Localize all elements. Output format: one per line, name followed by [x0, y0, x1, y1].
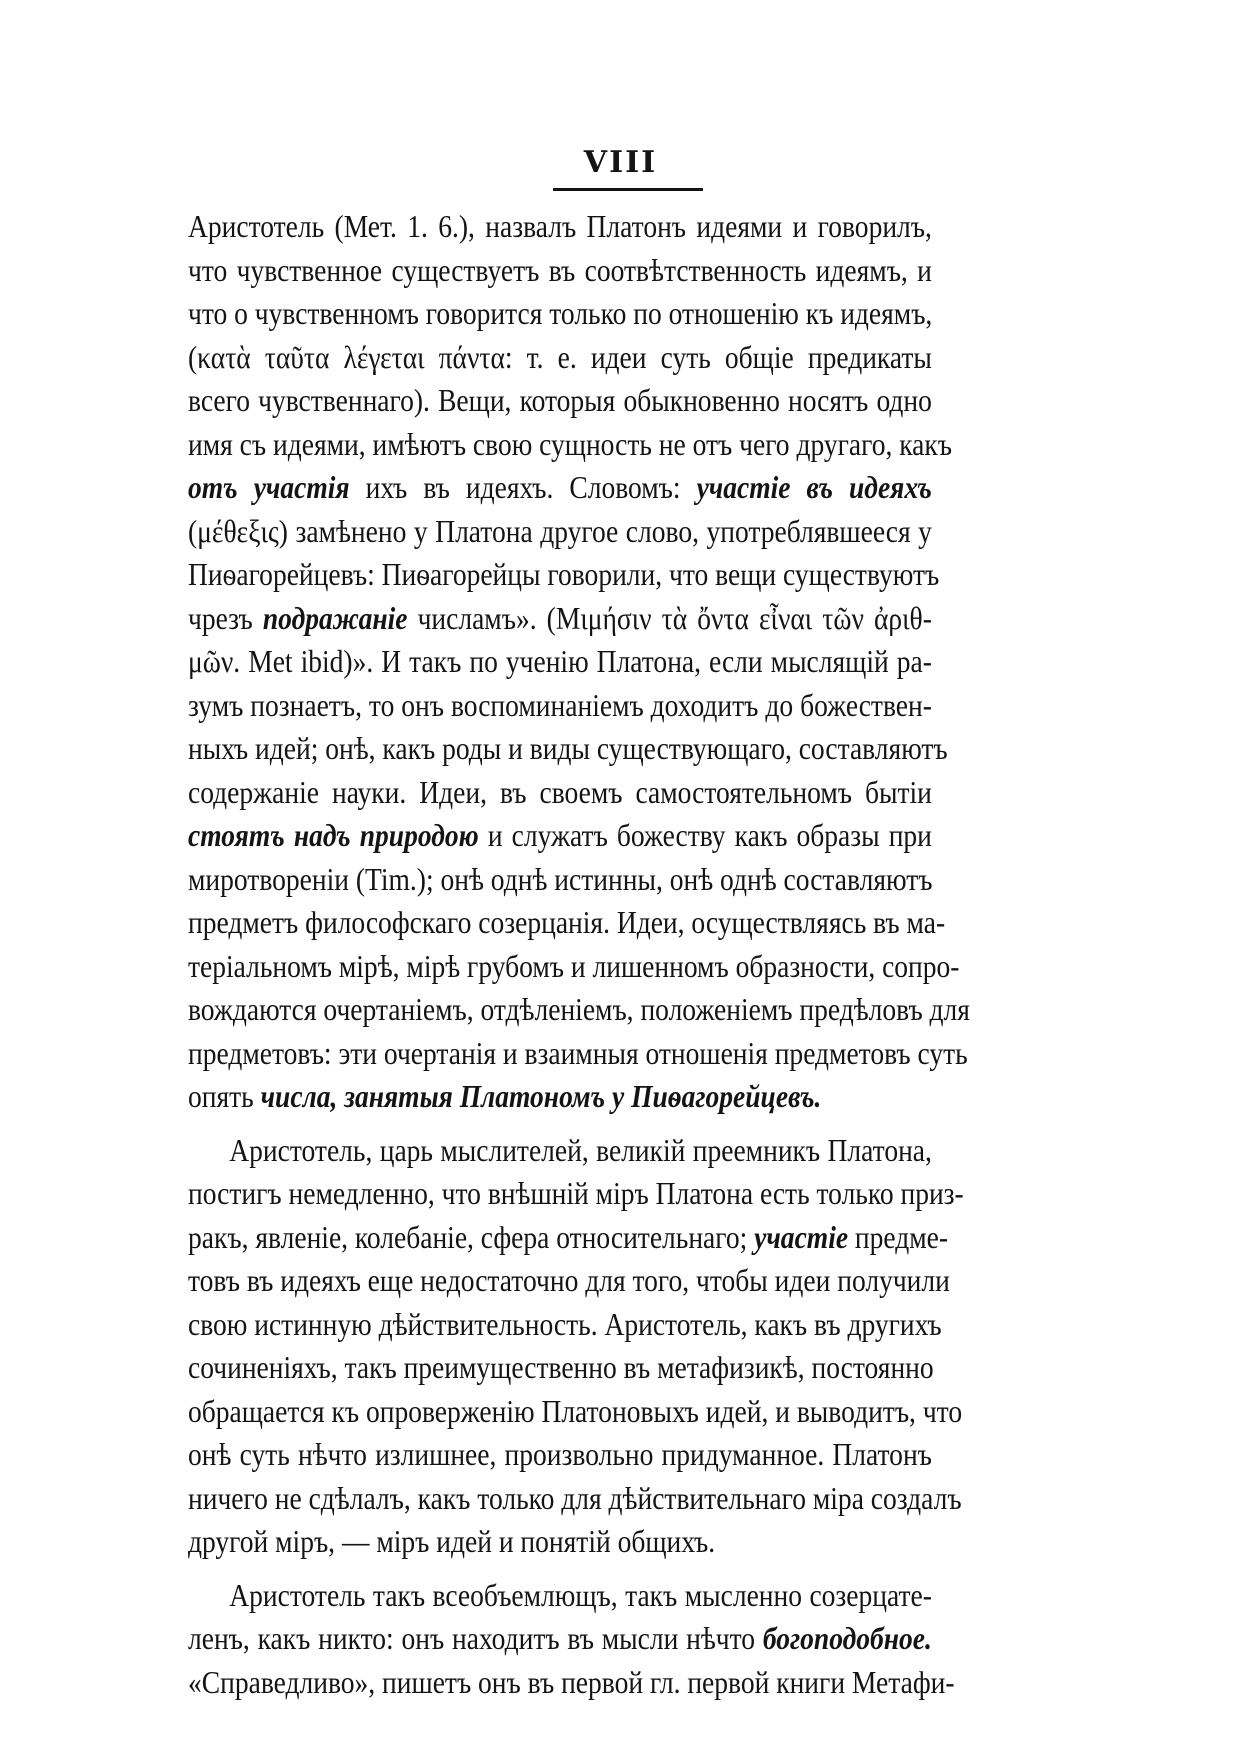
text-line: отъ участія ихъ въ идеяхъ. Словомъ: участіе въ идеяхъ [188, 469, 932, 505]
text-line: ленъ, какъ никто: онъ находитъ въ мысли нѣчто богоподобное. [188, 1620, 932, 1656]
paragraph-gap [188, 1564, 932, 1574]
text-line: что чувственное существуетъ въ соотвѣтственность идеямъ, и [188, 251, 932, 288]
page-number-header: VIII [583, 145, 658, 180]
text-line: содержаніе науки. Идеи, въ своемъ самостоятельномъ бытіи [188, 773, 932, 810]
text-line: всего чувственнаго). Вещи, которыя обыкновенно носятъ одно [188, 382, 932, 418]
text-line: «Справедливо», пишетъ онъ въ первой гл. первой книги Метафи- [188, 1663, 955, 1700]
emphasis-text: отъ участія [188, 469, 350, 505]
emphasis-text: участіе [754, 1218, 849, 1255]
emphasis-text: подражаніе [262, 599, 408, 636]
text-line: Аристотель такъ всеобъемлющъ, такъ мысленно созерцате- [229, 1576, 932, 1613]
text-line: сочиненіяхъ, такъ преимущественно въ метафизикѣ, постоянно [188, 1349, 934, 1385]
text-line: товъ въ идеяхъ еще недостаточно для того, чтобы идеи получили [188, 1262, 950, 1298]
text-line: что о чувственномъ говорится только по отношенію къ идеямъ, [188, 295, 933, 331]
text-line: имя съ идеями, имѣютъ свою сущность не отъ чего другаго, какъ [188, 425, 953, 462]
text-line: постигъ немедленно, что внѣшній міръ Платона есть только приз- [188, 1175, 964, 1211]
text-line: миротвореніи (Tim.); онѣ однѣ истинны, онѣ однѣ составляютъ [188, 860, 933, 897]
header-rule [553, 188, 703, 191]
body-text [188, 205, 970, 1704]
text-line: ничего не сдѣлалъ, какъ только для дѣйствительнаго міра создалъ [188, 1479, 962, 1516]
text-line: предметъ философскаго созерцанія. Идеи, осуществляясь въ ма- [188, 904, 946, 940]
text-line: (μέθεξις) замѣнено у Платона другое слово, употреблявшееся у [188, 512, 932, 549]
text-line: обращается къ опроверженію Платоновыхъ идей, и выводитъ, что [188, 1392, 963, 1429]
text-line: стоятъ надъ природою и служатъ божеству какъ образы при [188, 817, 932, 853]
text-line: вождаются очертаніемъ, отдѣленіемъ, положеніемъ предѣловъ для [188, 991, 970, 1027]
emphasis-text: богоподобное. [762, 1620, 932, 1656]
text-line: онѣ суть нѣчто излишнее, произвольно придуманное. Платонъ [188, 1436, 932, 1472]
emphasis-text: числа, занятыя Платономъ у Пиѳагорейцевъ. [260, 1078, 822, 1114]
text-line: другой міръ, — міръ идей и понятій общихъ. [188, 1523, 716, 1559]
emphasis-text: участіе въ идеяхъ [696, 469, 932, 505]
text-line: опять числа, занятыя Платономъ у Пиѳагорейцевъ. [188, 1078, 822, 1114]
text-line: свою истинную дѣйствительность. Аристотель, какъ въ другихъ [188, 1305, 942, 1342]
text-line: чрезъ подражаніе числамъ». (Μιμήσιν τὰ ὄντα εἶναι τῶν ἀριθ- [188, 599, 932, 636]
text-line: Пиѳагорейцевъ: Пиѳагорейцы говорили, что вещи существуютъ [188, 556, 940, 592]
text-line: зумъ познаетъ, то онъ воспоминаніемъ доходитъ до божествен- [188, 686, 932, 723]
text-line: ныхъ идей; онѣ, какъ роды и виды существующаго, составляютъ [188, 730, 948, 766]
text-line: ракъ, явленіе, колебаніе, сфера относительнаго; участіе предме- [188, 1218, 949, 1255]
paragraph-gap [188, 1119, 932, 1129]
emphasis-text: стоятъ надъ природою [188, 817, 479, 853]
text-line: предметовъ: эти очертанія и взаимныя отношенія предметовъ суть [188, 1034, 968, 1071]
text-line: (κατὰ ταῦτα λέγεται πάντα: т. е. идеи суть общіе предикаты [188, 338, 932, 375]
text-line: Аристотель, царь мыслителей, великій преемникъ Платона, [229, 1131, 932, 1168]
text-line: μῶν. Met ibid)». И такъ по ученію Платона, если мыслящій ра- [188, 643, 932, 679]
text-line: Аристотель (Мет. 1. 6.), назвалъ Платонъ идеями и говорилъ, [188, 208, 932, 244]
text-line: теріальномъ мірѣ, мірѣ грубомъ и лишенномъ образности, сопро- [188, 947, 960, 984]
